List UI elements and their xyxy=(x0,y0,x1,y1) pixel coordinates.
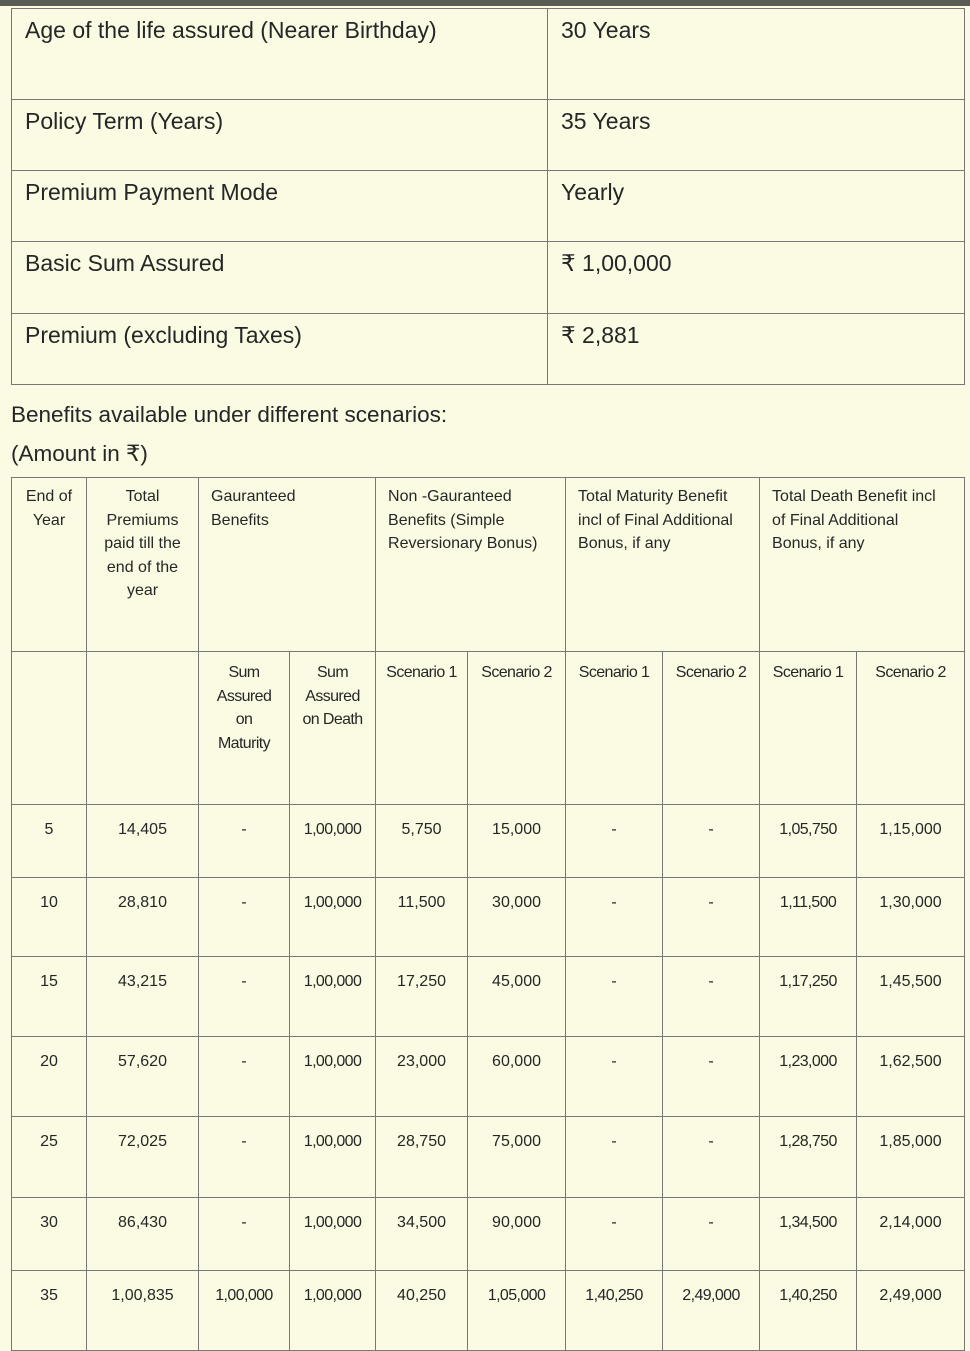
cell-death-s1: 1,05,750 xyxy=(760,805,857,878)
cell-maturity-s2: - xyxy=(663,957,760,1037)
subheader-scenario-1: Scenario 1 xyxy=(760,652,857,805)
cell-death-s2: 1,45,500 xyxy=(857,957,965,1037)
header-total-premiums: Total Premiums paid till the end of the year xyxy=(87,478,199,652)
subheader-scenario-1: Scenario 1 xyxy=(376,652,468,805)
cell-maturity-s2: - xyxy=(663,1117,760,1198)
cell-year: 35 xyxy=(12,1271,87,1351)
cell-maturity-s2: - xyxy=(663,805,760,878)
cell-death-s2: 1,62,500 xyxy=(857,1037,965,1117)
cell-year: 30 xyxy=(12,1198,87,1271)
policy-value: ₹ 1,00,000 xyxy=(548,242,965,314)
cell-non-guaranteed-s2: 75,000 xyxy=(468,1117,566,1198)
benefits-title: Benefits available under different scenarios: xyxy=(11,402,448,427)
cell-total-premiums: 43,215 xyxy=(87,957,199,1037)
cell-total-premiums: 28,810 xyxy=(87,878,199,957)
cell-death-s1: 1,11,500 xyxy=(760,878,857,957)
cell-non-guaranteed-s1: 5,750 xyxy=(376,805,468,878)
cell-sa-death: 1,00,000 xyxy=(290,957,376,1037)
cell-year: 5 xyxy=(12,805,87,878)
policy-label: Premium (excluding Taxes) xyxy=(12,314,548,385)
cell-sa-death: 1,00,000 xyxy=(290,1271,376,1351)
subheader-scenario-2: Scenario 2 xyxy=(468,652,566,805)
table-row xyxy=(12,1037,965,1117)
subheader-empty xyxy=(12,652,87,805)
header-death-benefit: Total Death Benefit incl of Final Additional Bonus, if any xyxy=(760,478,965,652)
table-row xyxy=(12,1198,965,1271)
cell-maturity-s1: - xyxy=(566,1037,663,1117)
cell-death-s2: 1,30,000 xyxy=(857,878,965,957)
cell-non-guaranteed-s2: 1,05,000 xyxy=(468,1271,566,1351)
policy-row-sum-assured xyxy=(12,242,965,314)
cell-death-s1: 1,34,500 xyxy=(760,1198,857,1271)
cell-maturity-s1: - xyxy=(566,878,663,957)
policy-row-age xyxy=(12,9,965,100)
subheader-scenario-2: Scenario 2 xyxy=(857,652,965,805)
benefits-table xyxy=(11,477,965,1351)
header-maturity-benefit: Total Maturity Benefit incl of Final Additional Bonus, if any xyxy=(566,478,760,652)
amount-note: (Amount in ₹) xyxy=(11,441,148,466)
cell-non-guaranteed-s2: 60,000 xyxy=(468,1037,566,1117)
top-border xyxy=(0,0,970,6)
policy-value: 35 Years xyxy=(548,100,965,171)
cell-sa-maturity: - xyxy=(199,878,290,957)
subheader-row xyxy=(12,652,965,805)
cell-sa-maturity: 1,00,000 xyxy=(199,1271,290,1351)
policy-value: ₹ 2,881 xyxy=(548,314,965,385)
subheader-scenario-2: Scenario 2 xyxy=(663,652,760,805)
header-row xyxy=(12,478,965,652)
cell-sa-death: 1,00,000 xyxy=(290,1037,376,1117)
table-row xyxy=(12,1271,965,1351)
policy-label: Basic Sum Assured xyxy=(12,242,548,314)
cell-death-s1: 1,40,250 xyxy=(760,1271,857,1351)
header-non-guaranteed-benefits: Non -Gauranteed Benefits (Simple Reversionary Bonus) xyxy=(376,478,566,652)
cell-year: 10 xyxy=(12,878,87,957)
cell-maturity-s2: - xyxy=(663,878,760,957)
cell-total-premiums: 1,00,835 xyxy=(87,1271,199,1351)
cell-maturity-s2: - xyxy=(663,1198,760,1271)
cell-non-guaranteed-s1: 28,750 xyxy=(376,1117,468,1198)
table-row xyxy=(12,878,965,957)
cell-sa-death: 1,00,000 xyxy=(290,805,376,878)
cell-maturity-s1: - xyxy=(566,957,663,1037)
cell-maturity-s1: - xyxy=(566,1198,663,1271)
subheader-sa-maturity: Sum Assured on Maturity xyxy=(199,652,290,805)
cell-non-guaranteed-s1: 34,500 xyxy=(376,1198,468,1271)
table-row xyxy=(12,1117,965,1198)
cell-death-s2: 2,14,000 xyxy=(857,1198,965,1271)
cell-total-premiums: 57,620 xyxy=(87,1037,199,1117)
policy-label: Age of the life assured (Nearer Birthday) xyxy=(12,9,548,100)
cell-year: 20 xyxy=(12,1037,87,1117)
policy-label: Policy Term (Years) xyxy=(12,100,548,171)
cell-death-s1: 1,23,000 xyxy=(760,1037,857,1117)
cell-year: 25 xyxy=(12,1117,87,1198)
header-end-of-year: End of Year xyxy=(12,478,87,652)
cell-sa-death: 1,00,000 xyxy=(290,878,376,957)
cell-non-guaranteed-s2: 90,000 xyxy=(468,1198,566,1271)
cell-total-premiums: 14,405 xyxy=(87,805,199,878)
cell-non-guaranteed-s1: 17,250 xyxy=(376,957,468,1037)
policy-value: 30 Years xyxy=(548,9,965,100)
policy-row-premium xyxy=(12,314,965,385)
cell-non-guaranteed-s1: 40,250 xyxy=(376,1271,468,1351)
cell-non-guaranteed-s1: 23,000 xyxy=(376,1037,468,1117)
cell-maturity-s2: 2,49,000 xyxy=(663,1271,760,1351)
policy-value: Yearly xyxy=(548,171,965,242)
cell-non-guaranteed-s2: 45,000 xyxy=(468,957,566,1037)
cell-total-premiums: 86,430 xyxy=(87,1198,199,1271)
cell-non-guaranteed-s2: 15,000 xyxy=(468,805,566,878)
cell-sa-death: 1,00,000 xyxy=(290,1117,376,1198)
policy-details-table xyxy=(11,8,965,385)
cell-maturity-s1: - xyxy=(566,805,663,878)
policy-label: Premium Payment Mode xyxy=(12,171,548,242)
cell-sa-maturity: - xyxy=(199,805,290,878)
cell-sa-death: 1,00,000 xyxy=(290,1198,376,1271)
cell-non-guaranteed-s2: 30,000 xyxy=(468,878,566,957)
cell-death-s2: 1,85,000 xyxy=(857,1117,965,1198)
cell-maturity-s2: - xyxy=(663,1037,760,1117)
subheader-sa-death: Sum Assured on Death xyxy=(290,652,376,805)
header-guaranteed-benefits: Gauranteed Benefits xyxy=(199,478,376,652)
table-row xyxy=(12,805,965,878)
cell-death-s2: 1,15,000 xyxy=(857,805,965,878)
subheader-empty xyxy=(87,652,199,805)
cell-maturity-s1: 1,40,250 xyxy=(566,1271,663,1351)
cell-sa-maturity: - xyxy=(199,1037,290,1117)
cell-death-s2: 2,49,000 xyxy=(857,1271,965,1351)
cell-year: 15 xyxy=(12,957,87,1037)
cell-death-s1: 1,17,250 xyxy=(760,957,857,1037)
cell-death-s1: 1,28,750 xyxy=(760,1117,857,1198)
policy-row-mode xyxy=(12,171,965,242)
cell-total-premiums: 72,025 xyxy=(87,1117,199,1198)
table-row xyxy=(12,957,965,1037)
cell-maturity-s1: - xyxy=(566,1117,663,1198)
policy-row-term xyxy=(12,100,965,171)
cell-sa-maturity: - xyxy=(199,1198,290,1271)
subheader-scenario-1: Scenario 1 xyxy=(566,652,663,805)
cell-sa-maturity: - xyxy=(199,957,290,1037)
cell-sa-maturity: - xyxy=(199,1117,290,1198)
cell-non-guaranteed-s1: 11,500 xyxy=(376,878,468,957)
